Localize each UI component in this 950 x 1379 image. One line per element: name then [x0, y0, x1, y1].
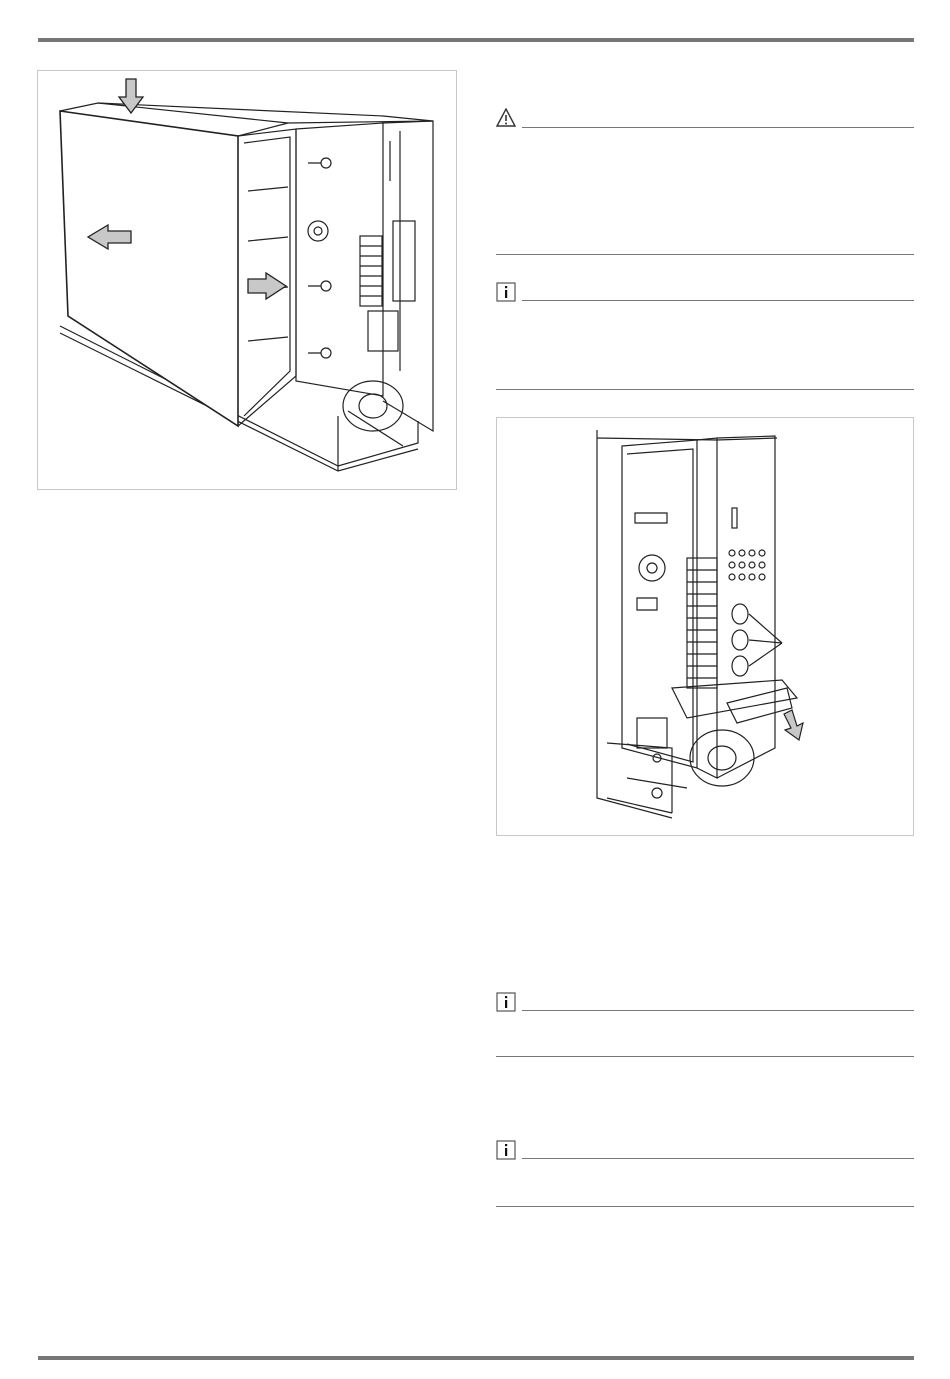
arrow-down-right-icon: [784, 710, 803, 740]
header-rule: [38, 38, 914, 42]
figure-unit-front-panel: [37, 70, 457, 490]
notice-end-rule: [496, 1056, 914, 1057]
notice-header-rule: [522, 1158, 914, 1159]
info-icon: [496, 992, 516, 1012]
info-icon: [496, 1140, 516, 1160]
notice-header-rule: [522, 1010, 914, 1011]
info-notice: [496, 282, 914, 392]
notice-header-rule: [522, 127, 914, 128]
warning-notice: [496, 108, 914, 256]
footer-rule: [38, 1356, 914, 1360]
notice-end-rule: [496, 254, 914, 255]
figure-control-panel-detail: [496, 417, 914, 836]
info-notice: [496, 1140, 914, 1208]
notice-end-rule: [496, 389, 914, 390]
notice-header-rule: [522, 300, 914, 301]
pointer-lines: [749, 614, 782, 666]
notice-end-rule: [496, 1206, 914, 1207]
control-panel-illustration: [497, 418, 913, 835]
unit-illustration: [38, 71, 456, 489]
info-notice: [496, 992, 914, 1058]
warning-triangle-icon: [496, 108, 516, 128]
info-icon: [496, 282, 516, 302]
arrow-right-icon: [248, 273, 286, 299]
